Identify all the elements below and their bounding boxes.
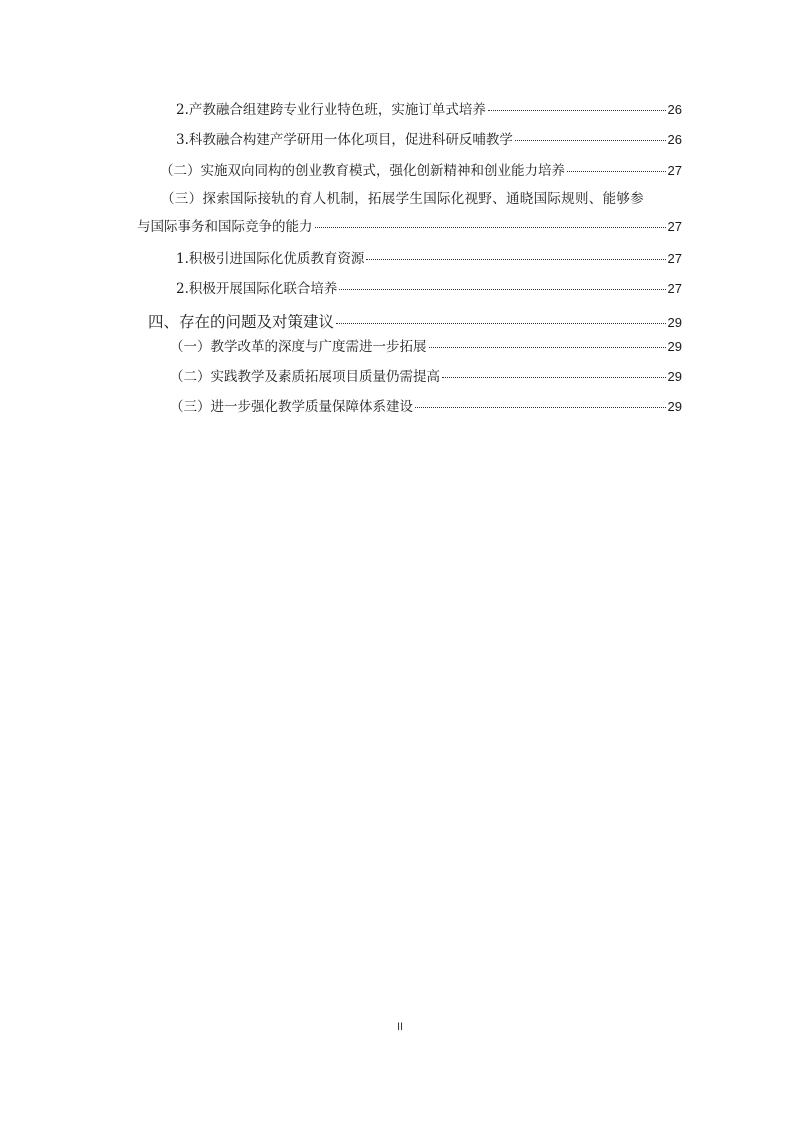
toc-entry-label: 1.积极引进国际化优质教育资源 xyxy=(176,251,365,267)
dot-leader xyxy=(366,258,665,260)
toc-entry-page: 29 xyxy=(667,399,682,414)
toc-entry[interactable] xyxy=(170,368,682,386)
dot-leader xyxy=(488,109,666,111)
toc-entry[interactable] xyxy=(170,398,682,416)
toc-entry-page: 26 xyxy=(667,132,682,147)
toc-entry[interactable] xyxy=(176,280,682,298)
toc-entry-label: （二）实践教学及素质拓展项目质量仍需提高 xyxy=(170,369,440,385)
toc-entry-page: 27 xyxy=(667,219,682,234)
toc-entry-label: 四、存在的问题及对策建议 xyxy=(148,313,335,331)
toc-entry-label: 3.科教融合构建产学研用一体化项目，促进科研反哺教学 xyxy=(176,132,513,148)
toc-entry-label: 2.积极开展国际化联合培养 xyxy=(176,281,338,297)
dot-leader xyxy=(442,376,666,378)
toc-entry-page: 26 xyxy=(667,102,682,117)
toc-entry-page: 27 xyxy=(667,251,682,266)
page-number-footer: II xyxy=(396,1021,404,1033)
toc-entry-label: （三）进一步强化教学质量保障体系建设 xyxy=(170,399,413,415)
dot-leader xyxy=(415,406,666,408)
toc-entry-label-line2: 与国际事务和国际竞争的能力 xyxy=(137,219,313,235)
toc-entry[interactable] xyxy=(170,338,682,356)
toc-entry-label: （二）实施双向同构的创业教育模式，强化创新精神和创业能力培养 xyxy=(160,163,565,179)
toc-entry-page: 27 xyxy=(667,163,682,178)
toc-entry-chapter[interactable] xyxy=(148,313,682,332)
dot-leader xyxy=(336,322,666,324)
toc-entry-multiline[interactable] xyxy=(137,190,682,238)
toc-entry-page: 29 xyxy=(667,339,682,354)
toc-entry-page: 27 xyxy=(667,281,682,296)
toc-entry-label-line1: （三）探索国际接轨的育人机制，拓展学生国际化视野、通晓国际规则、能够参 xyxy=(161,191,644,207)
toc-entry-label: 2.产教融合组建跨专业行业特色班，实施订单式培养 xyxy=(176,102,486,118)
toc-entry-page: 29 xyxy=(667,369,682,384)
dot-leader xyxy=(339,288,665,290)
dot-leader xyxy=(315,226,666,228)
toc-entry[interactable] xyxy=(160,162,682,180)
dot-leader xyxy=(567,170,666,172)
toc-entry[interactable] xyxy=(176,250,682,268)
toc-entry[interactable] xyxy=(176,131,682,149)
dot-leader xyxy=(515,139,666,141)
toc-entry-page: 29 xyxy=(667,315,682,330)
toc-entry[interactable] xyxy=(176,101,682,119)
toc-entry-label: （一）教学改革的深度与广度需进一步拓展 xyxy=(170,339,427,355)
dot-leader xyxy=(429,346,666,348)
